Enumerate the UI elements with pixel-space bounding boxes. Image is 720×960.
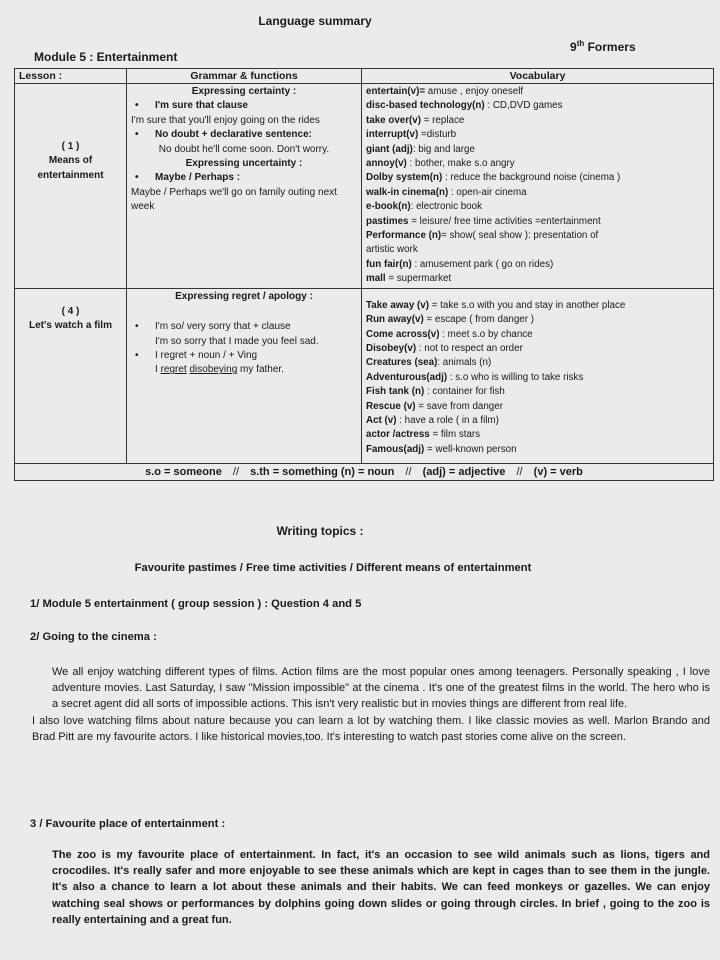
function-heading: Expressing regret / apology : xyxy=(175,290,313,302)
abbreviation-legend-row xyxy=(15,463,714,480)
legend-noun: (n) = noun xyxy=(340,465,395,478)
vocab-item: annoy(v) : bother, make s.o angry xyxy=(366,158,515,170)
grammar-rule: • No doubt + declarative sentence: xyxy=(131,128,357,142)
vocab-item: walk-in cinema(n) : open-air cinema xyxy=(366,186,527,198)
lesson-cell xyxy=(15,84,127,289)
legend-separator: // xyxy=(516,465,523,478)
grammar-example: No doubt he'll come soon. Don't worry. xyxy=(158,143,330,155)
vocabulary-cell xyxy=(362,84,714,289)
grammar-rule: • Maybe / Perhaps : xyxy=(131,171,357,185)
grammar-example: I'm so sorry that I made you feel sad. xyxy=(155,335,319,347)
legend-separator: // xyxy=(405,465,412,478)
vocab-item: Take away (v) = take s.o with you and stay in another place xyxy=(366,299,626,311)
grammar-cell xyxy=(127,288,362,463)
vocab-item: Famous(adj) = well-known person xyxy=(366,443,517,455)
vocab-item: Creatures (sea): animals (n) xyxy=(366,357,492,369)
zoo-paragraph xyxy=(28,847,710,928)
vocab-item: Come across(v) : meet s.o by chance xyxy=(366,328,533,340)
abbreviation-legend xyxy=(15,463,714,480)
cinema-paragraph-1: We all enjoy watching different types of films. Action films are the most popular ones among teenagers. Personally speaking , I love adventure movies. Last Saturday, I saw "Mission impossible" at the cinema . It's one of the greatest films in the world. The hero who is a secret agent did all sorts of impossible actions. This isn't very realistic but in movies things are different from real life. xyxy=(52,666,710,711)
vocab-item: take over(v) = replace xyxy=(366,114,465,126)
vocab-item: actor /actress = film stars xyxy=(366,429,481,441)
writing-topics: Favourite pastimes / Free time activities / Different means of entertainment xyxy=(134,562,532,574)
vocab-item: Fish tank (n) : container for fish xyxy=(366,386,505,398)
table-row xyxy=(15,288,714,463)
vocab-item: giant (adj): big and large xyxy=(366,143,475,155)
language-summary-table xyxy=(14,68,714,481)
grammar-example: I regret disobeying my father. xyxy=(155,364,284,376)
vocab-item: Dolby system(n) : reduce the background noise (cinema ) xyxy=(366,172,621,184)
vocab-item: disc-based technology(n) : CD,DVD games xyxy=(366,100,563,112)
class-ordinal: th xyxy=(576,39,585,48)
legend-someone: s.o = someone xyxy=(145,465,222,478)
vocab-item: Adventurous(adj) : s.o who is willing to take risks xyxy=(366,371,584,383)
zoo-paragraph-text: The zoo is my favourite place of entertainment. In fact, it's an occasion to see wild animals such as lions, tigers and crocodiles. It's really safer and more enjoyable to see these animals which are kept in cages than to see them in the jungle. It's also a chance to learn a lot about these animals and their habits. We can feed monkeys or gazelles. We can enjoy watching seal shows or performances by dolphins going down slides or going through circles. In brief , going to the zoo is really entertaining and a great fun. xyxy=(52,849,710,926)
writing-heading: Writing topics : xyxy=(276,524,364,538)
legend-something: s.th = something xyxy=(250,465,338,478)
lesson-name: Let's watch a film xyxy=(29,320,112,332)
cinema-paragraph-2: I also love watching films about nature because you can learn a lot by watching them. I like classic movies as well. Marlon Brando and Brad Pitt are my favourite actors. I like historical movies,too. It's interesting to watch past stories come alive on the screen. xyxy=(32,714,710,743)
class-label xyxy=(570,39,636,54)
vocab-item: interrupt(v) =disturb xyxy=(366,129,457,141)
table-row xyxy=(15,84,714,289)
grammar-rule: • I'm so/ very sorry that + clause xyxy=(131,320,357,334)
grammar-example: I'm sure that you'll enjoy going on the rides xyxy=(131,114,320,126)
vocab-item: Rescue (v) = save from danger xyxy=(366,400,503,412)
table-header-row xyxy=(15,69,714,84)
vocab-item: Disobey(v) : not to respect an order xyxy=(366,342,523,354)
vocab-item: e-book(n): electronic book xyxy=(366,201,482,213)
lesson-name: Means of entertainment xyxy=(37,155,104,181)
vocab-item: Performance (n)= show( seal show ): presentation of xyxy=(366,230,599,242)
section-2-heading: 2/ Going to the cinema : xyxy=(30,631,157,643)
grammar-rule: • I regret + noun / + Ving xyxy=(131,349,357,363)
legend-verb: (v) = verb xyxy=(533,465,583,478)
section-1-heading: 1/ Module 5 entertainment ( group session ) : Question 4 and 5 xyxy=(30,598,362,610)
class-number: 9 xyxy=(570,40,577,54)
section-3-heading: 3 / Favourite place of entertainment : xyxy=(30,818,226,830)
vocab-item: Run away(v) = escape ( from danger ) xyxy=(366,314,534,326)
legend-adjective: (adj) = adjective xyxy=(422,465,506,478)
header-grammar: Grammar & functions xyxy=(127,69,362,84)
lesson-number: ( 1 ) xyxy=(61,141,80,152)
vocab-item: mall = supermarket xyxy=(366,273,452,285)
grammar-rule: • I'm sure that clause xyxy=(131,99,357,113)
legend-separator: // xyxy=(232,465,240,478)
module-label: Module 5 : Entertainment xyxy=(34,50,178,64)
cinema-paragraph xyxy=(28,664,710,745)
header-lesson: Lesson : xyxy=(15,69,127,84)
lesson-number: ( 4 ) xyxy=(61,305,80,317)
grammar-example: Maybe / Perhaps we'll go on family outing next week xyxy=(131,186,337,213)
vocab-item: Act (v) : have a role ( in a film) xyxy=(366,414,499,426)
function-heading: Expressing uncertainty : xyxy=(185,158,303,170)
page-title: Language summary xyxy=(258,14,372,28)
vocabulary-cell xyxy=(362,288,714,463)
function-heading: Expressing certainty : xyxy=(191,86,297,97)
lesson-cell xyxy=(15,288,127,463)
class-formers: Formers xyxy=(587,40,636,54)
grammar-cell xyxy=(127,84,362,289)
vocab-item: entertain(v)= amuse , enjoy oneself xyxy=(366,86,524,97)
header-vocabulary: Vocabulary xyxy=(362,69,714,84)
vocab-item: artistic work xyxy=(366,244,418,256)
vocab-item: fun fair(n) : amusement park ( go on rides) xyxy=(366,258,554,270)
vocab-item: pastimes = leisure/ free time activities =entertainment xyxy=(366,215,601,227)
